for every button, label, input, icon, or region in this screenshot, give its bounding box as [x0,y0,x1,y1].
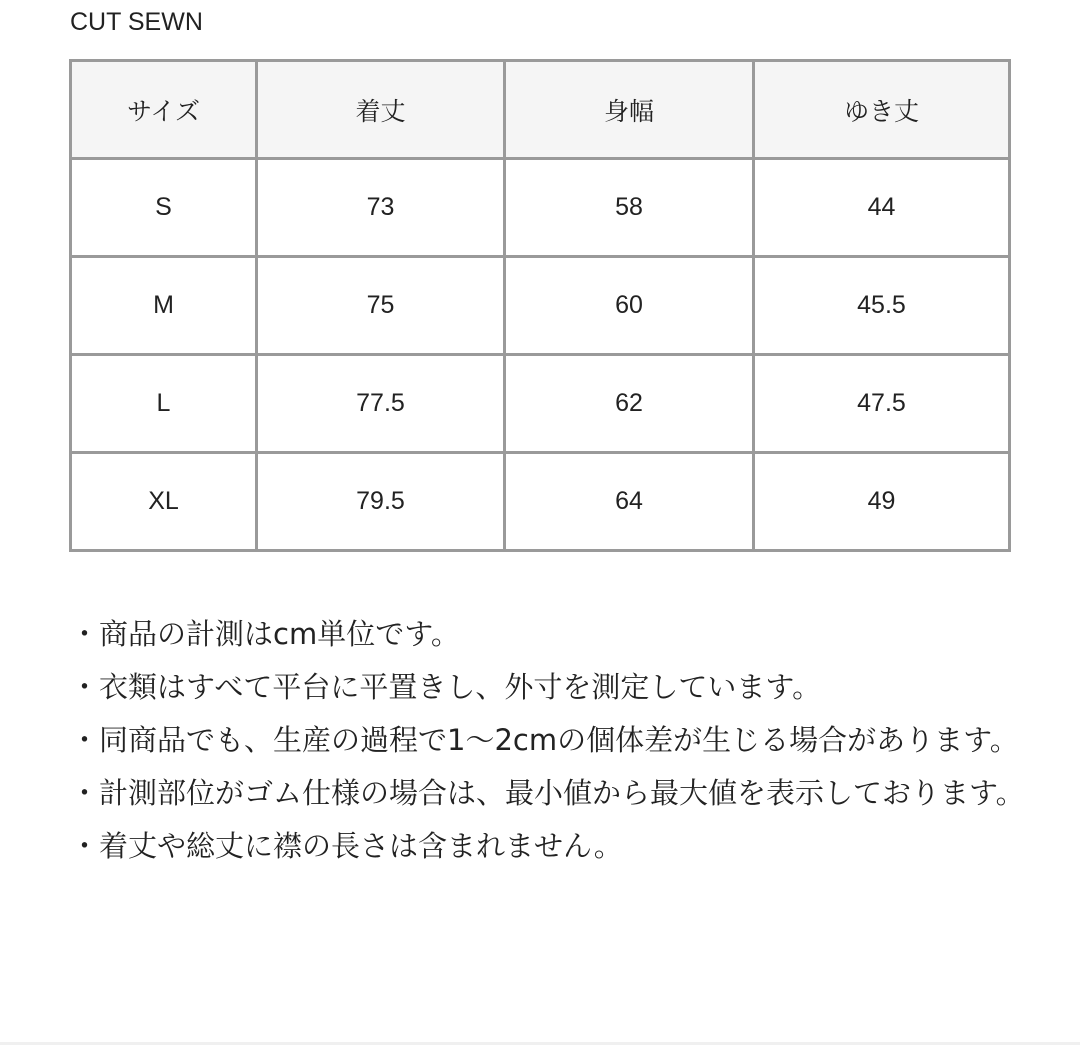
cell-size: XL [71,453,257,551]
cell-width: 58 [505,159,754,257]
header-width: 身幅 [505,61,754,159]
cell-size: L [71,355,257,453]
note-item: ・計測部位がゴム仕様の場合は、最小値から最大値を表示しております。 [70,776,1025,810]
cell-sleeve: 49 [754,453,1010,551]
note-item: ・同商品でも、生産の過程で1〜2cmの個体差が生じる場合があります。 [70,723,1019,757]
cell-sleeve: 44 [754,159,1010,257]
header-size: サイズ [71,61,257,159]
header-length: 着丈 [257,61,505,159]
table-row [71,159,1010,257]
table-row [71,453,1010,551]
cell-width: 62 [505,355,754,453]
cell-length: 73 [257,159,505,257]
section-title: CUT SEWN [70,8,203,36]
notes-list [70,608,1030,873]
cell-sleeve: 45.5 [754,257,1010,355]
cell-length: 77.5 [257,355,505,453]
cell-sleeve: 47.5 [754,355,1010,453]
cell-width: 60 [505,257,754,355]
table-row [71,257,1010,355]
cell-size: M [71,257,257,355]
cell-length: 79.5 [257,453,505,551]
cell-width: 64 [505,453,754,551]
cell-length: 75 [257,257,505,355]
note-item: ・商品の計測はcm単位です。 [70,617,460,651]
cell-size: S [71,159,257,257]
note-item: ・衣類はすべて平台に平置きし、外寸を測定しています。 [70,670,822,704]
size-table [69,59,1011,552]
note-item: ・着丈や総丈に襟の長さは含まれません。 [70,829,623,863]
header-sleeve: ゆき丈 [754,61,1010,159]
table-header-row [71,61,1010,159]
table-row [71,355,1010,453]
